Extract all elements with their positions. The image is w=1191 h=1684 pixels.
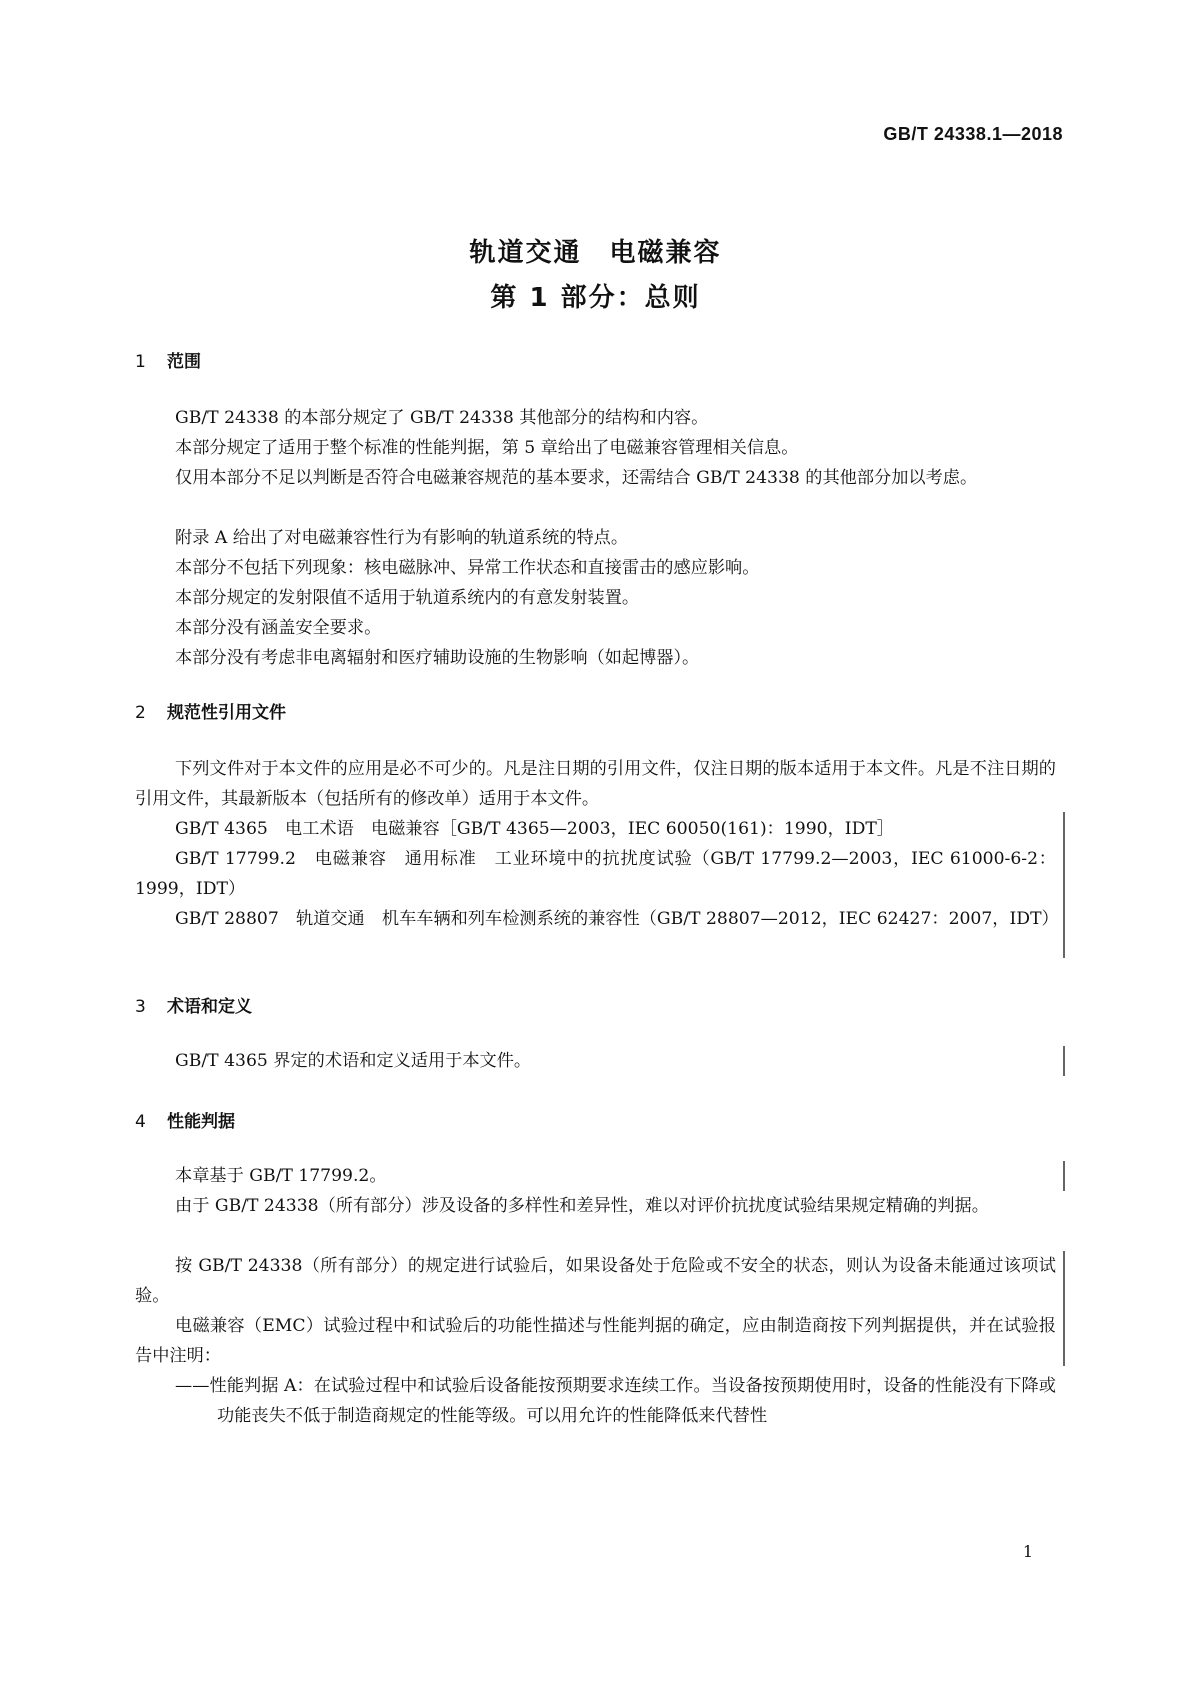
section-heading-normative-references	[135, 698, 286, 723]
paragraph: 附录 A 给出了对电磁兼容性行为有影响的轨道系统的特点。	[175, 528, 629, 548]
section-heading-performance-criteria	[135, 1107, 235, 1132]
change-bar	[1063, 812, 1065, 958]
paragraph: 本章基于 GB/T 17799.2。	[175, 1166, 387, 1186]
section-title: 术语和定义	[167, 997, 252, 1017]
paragraph: 本部分没有考虑非电离辐射和医疗辅助设施的生物影响（如起博器）。	[175, 648, 700, 668]
document-title-line1: 轨道交通 电磁兼容	[469, 238, 722, 268]
document-title-line2: 第 1 部分：总则	[490, 283, 701, 313]
section-number: 4	[135, 1112, 146, 1132]
reference-item: GB/T 4365 电工术语 电磁兼容［GB/T 4365—2003，IEC 60050(161)：1990，IDT］	[175, 819, 894, 839]
standard-code: GB/T 24338.1—2018	[883, 124, 1063, 144]
dash-list-item: ——性能判据 A：在试验过程中和试验后设备能按预期要求连续工作。当设备按预期使用时，设备的性能没有下降或功能丧失不低于制造商规定的性能等级。可以用允许的性能降低来代替性	[175, 1376, 1056, 1426]
change-bar	[1063, 1046, 1065, 1076]
section-title: 规范性引用文件	[167, 703, 286, 723]
section-heading-terms	[135, 992, 252, 1017]
reference-item: GB/T 17799.2 电磁兼容 通用标准 工业环境中的抗扰度试验（GB/T 17799.2—2003，IEC 61000-6-2：1999，IDT）	[135, 849, 1056, 899]
paragraph: GB/T 4365 界定的术语和定义适用于本文件。	[175, 1051, 532, 1071]
section-title: 性能判据	[167, 1112, 235, 1132]
paragraph: 由于 GB/T 24338（所有部分）涉及设备的多样性和差异性，难以对评价抗扰度试验结果规定精确的判据。	[175, 1196, 989, 1216]
page-number: 1	[1022, 1542, 1033, 1561]
paragraph: 按 GB/T 24338（所有部分）的规定进行试验后，如果设备处于危险或不安全的状态，则认为设备未能通过该项试验。	[135, 1256, 1056, 1306]
reference-item: GB/T 28807 轨道交通 机车车辆和列车检测系统的兼容性（GB/T 28807—2012，IEC 62427：2007，IDT）	[175, 909, 1059, 929]
paragraph: 本部分没有涵盖安全要求。	[175, 618, 382, 638]
change-bar	[1063, 1251, 1065, 1366]
paragraph: 电磁兼容（EMC）试验过程中和试验后的功能性描述与性能判据的确定，应由制造商按下列判据提供，并在试验报告中注明：	[135, 1316, 1056, 1366]
paragraph: 仅用本部分不足以判断是否符合电磁兼容规范的基本要求，还需结合 GB/T 24338 的其他部分加以考虑。	[175, 468, 978, 488]
change-bar	[1063, 1161, 1065, 1191]
paragraph: 本部分规定了适用于整个标准的性能判据，第 5 章给出了电磁兼容管理相关信息。	[175, 438, 799, 458]
section-number: 1	[135, 352, 146, 372]
section-number: 2	[135, 703, 146, 723]
paragraph: 本部分不包括下列现象：核电磁脉冲、异常工作状态和直接雷击的感应影响。	[175, 558, 760, 578]
paragraph: GB/T 24338 的本部分规定了 GB/T 24338 其他部分的结构和内容。	[175, 408, 709, 428]
section-title: 范围	[167, 352, 201, 372]
paragraph: 下列文件对于本文件的应用是必不可少的。凡是注日期的引用文件，仅注日期的版本适用于本文件。凡是不注日期的引用文件，其最新版本（包括所有的修改单）适用于本文件。	[135, 759, 1056, 809]
paragraph: 本部分规定的发射限值不适用于轨道系统内的有意发射装置。	[175, 588, 640, 608]
section-number: 3	[135, 997, 146, 1017]
section-heading-scope	[135, 347, 201, 372]
